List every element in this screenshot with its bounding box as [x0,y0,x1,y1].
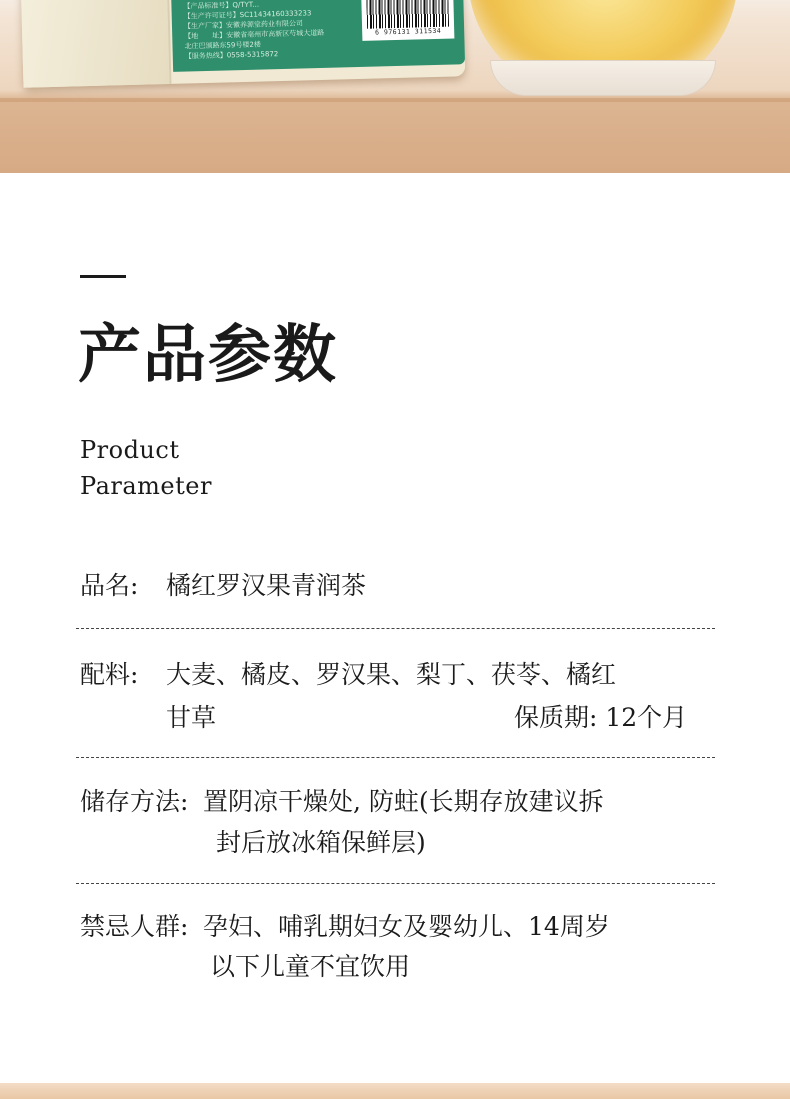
param-label-contraindications: 禁忌人群: [80,912,189,941]
subtitle-line-2: Parameter [80,472,212,500]
box-info-line: 【生产许可证号】SC11434160333233 [183,9,312,21]
divider [76,883,715,884]
divider [76,757,715,758]
param-row-name [80,565,138,607]
param-value-contraindications-line-2: 以下儿童不宜饮用 [210,952,411,981]
box-info-line: 【地 址】安徽省亳州市高新区芍城大道路 [184,28,325,41]
tea-box-side [21,0,172,88]
param-value-storage-line-2: 封后放冰箱保鲜层) [216,828,426,857]
box-info-line: 【生产厂家】安徽养源堂药业有限公司 [183,19,304,31]
param-label-storage: 储存方法: [80,787,189,816]
divider [76,628,715,629]
param-value-ingredients-line-1: 大麦、橘皮、罗汉果、梨丁、茯苓、橘红 [166,660,617,689]
box-info-line: 【产品标准号】Q/TYT... [183,0,260,11]
barcode [361,0,454,41]
param-row-contraindications [80,906,188,948]
param-row-storage [80,781,188,823]
param-row-ingredients [80,654,138,696]
param-value-name: 橘红罗汉果青润茶 [166,571,367,600]
barcode-number: 6 976131 311534 [375,26,442,37]
tea-box-info [183,0,325,62]
tea-jar-base [490,60,716,96]
subtitle-line-1: Product [80,436,180,464]
shelf-edge [0,98,790,102]
param-label-ingredients: 配料: [80,660,139,689]
heading-dash [80,275,126,278]
param-label-name: 品名: [80,571,139,600]
tea-box [21,0,466,88]
param-value-ingredients-line-2: 甘草 [166,703,217,732]
param-value-storage-line-1: 置阴凉干燥处, 防蛀(长期存放建议拆 [203,787,604,816]
page-title: 产品参数 [78,317,338,391]
barcode-bars [366,0,449,29]
box-info-line: 【服务热线】0558-5315872 [184,50,279,61]
page-subtitle [80,432,212,504]
product-photo [0,0,790,173]
next-section-edge [0,1083,790,1099]
param-value-shelf-life: 保质期: 12个月 [514,703,688,732]
box-info-line: 北庄巴颁路东59号楼2楼 [184,40,261,51]
param-value-contraindications-line-1: 孕妇、哺乳期妇女及婴幼儿、14周岁 [203,912,610,941]
